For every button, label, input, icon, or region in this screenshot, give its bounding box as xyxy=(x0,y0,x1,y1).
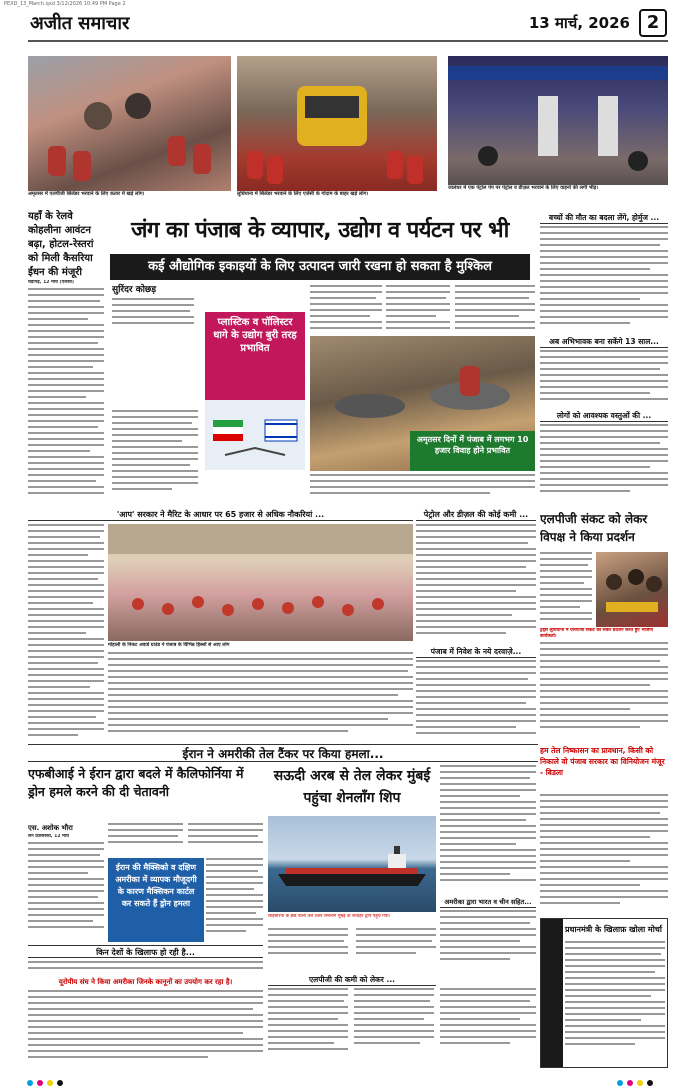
body-text-lines xyxy=(310,285,382,335)
aap-header: 'आप' सरकार ने मैरिट के आधार पर 65 हजार से अधिक नौकरियां ... xyxy=(28,508,413,521)
slug-line: PEXD_13_March.qxd 3/12/2026 10:49 PM Page 2 xyxy=(4,1,126,7)
body-text-lines xyxy=(440,910,536,970)
pm-banner-strip xyxy=(541,919,563,1067)
masthead-rule xyxy=(28,40,668,42)
saudi-headline: सऊदी अरब से तेल लेकर मुंबई पहुंचा शेनलाँग शिप xyxy=(273,768,431,806)
iran-israel-flags-icon xyxy=(205,400,305,470)
lpg-header: एलपीजी की कमी को लेकर ... xyxy=(268,974,436,986)
fbi-body-1 xyxy=(28,842,104,942)
fbi-body-2 xyxy=(108,823,263,855)
right-bottom-body xyxy=(540,794,668,914)
left-top-headline: यहाँ के रेलवे कोहलीना आवंटन बढ़ा, होटल-रेस्तरां को मिली कैसरिया ईंधन की मंजूरी xyxy=(28,211,94,278)
masthead-date: 13 मार्च, 2026 xyxy=(528,14,630,32)
body-text-lines xyxy=(28,961,263,975)
body-text-lines xyxy=(540,350,668,410)
fbi-box: ईरान की मैक्सिको व दक्षिण अमरीका में व्यापक मौजूदगी के कारण मैक्सिकन कार्टल कर सकते हैं ड्रोन हमला xyxy=(108,858,204,942)
pm-banner-title: प्रधानमंत्री के खिलाफ़ खोला मोर्चा xyxy=(565,925,662,934)
body-text-lines xyxy=(455,285,535,335)
iran-banner: ईरान ने अमरीकी तेल टैंकर पर किया हमला... xyxy=(28,744,538,762)
punjab-header: पंजाब में निवेश के नये दरवाज़े... xyxy=(416,645,536,658)
punjab-body xyxy=(416,660,536,742)
main-body-col-6 xyxy=(455,285,535,335)
america-header: अमरीका द्वारा भारत व चीन सहित... xyxy=(440,897,536,908)
main-body-col-5 xyxy=(386,285,450,335)
right-body-2 xyxy=(540,350,668,410)
main-body-col-3 xyxy=(310,285,382,335)
main-subheadline: कई औद्योगिक इकाइयों के लिए उत्पादन जारी रखना हो सकता है मुश्किल xyxy=(110,254,530,280)
body-text-lines xyxy=(565,941,665,1061)
aap-body-bottom xyxy=(108,652,413,742)
photo-ship xyxy=(268,816,436,912)
saudi-caption: लाइबेरिया के झंडे वाला तेल टैंकर शेनलाँग मुंबई के जवाहर द्वीप पहुंच गया। xyxy=(268,914,391,919)
main-byline: सुरिंदर कोछड़ xyxy=(112,285,157,295)
aap-body-left xyxy=(28,524,104,742)
rally-crowd-icon xyxy=(108,524,413,641)
body-text-lines xyxy=(268,928,436,972)
photo-amritsar-queue xyxy=(28,56,231,191)
main-headline: जंग का पंजाब के व्यापार, उद्योग व पर्यटन पर भी xyxy=(131,218,509,243)
body-text-lines xyxy=(440,765,536,895)
body-text-lines xyxy=(540,642,668,742)
right-body-5 xyxy=(540,642,668,742)
main-body-col-4 xyxy=(310,474,535,502)
oil-tanker-icon xyxy=(268,816,436,912)
right-header-2: अब अभिभावक बना सकेंगे 13 साल... xyxy=(540,336,668,348)
body-text-lines xyxy=(540,552,592,627)
petrol-header: पेट्रोल और डीज़ल की कोई कमी ... xyxy=(416,508,536,521)
body-text-lines xyxy=(268,988,536,1068)
graphic-flags xyxy=(205,400,305,470)
masthead-paper-name: अजीत समाचार xyxy=(30,13,130,34)
right-body-3 xyxy=(540,424,668,504)
kin-header: किन देशों के खिलाफ हो रही है... xyxy=(28,945,263,958)
photo-jalandhar-petrol-pump xyxy=(448,56,668,185)
fbi-byline: एस. अशोक भौरा xyxy=(28,824,73,832)
color-registration-icon xyxy=(0,1078,687,1089)
kin-highlight: यूरोपीय संघ ने किया अमरीका जिनके कानूनों का उपयोग कर रहा है। xyxy=(58,978,233,986)
left-top-dateline: चंडीगढ़, 12 मार्च (एजेंसी) xyxy=(28,280,74,285)
cylinder-queue-icon xyxy=(28,56,231,191)
body-text-lines xyxy=(28,990,263,1068)
body-text-lines xyxy=(310,474,535,502)
fbi-dateline: सैन फ्रांसिस्को, 12 मार्च xyxy=(28,834,69,839)
right-body-1 xyxy=(540,226,668,334)
photo-protest xyxy=(596,552,668,627)
photo-overlay-text: अमृतसर दिनों में पंजाब में लगभग 10 हजार विवाह होने प्रभावित xyxy=(410,431,535,471)
registration-mark xyxy=(0,1078,687,1089)
caption-aap-rally: मोहाली के निकट अवार्ड ग्राउंड ने पंजाब के विभिन्न हिस्सों से आए लोग xyxy=(108,643,230,648)
caption-amritsar: अमृतसर में एलपीजी सिलेंडर भरवाने के लिए कतार में खड़े लोग। xyxy=(28,191,145,197)
pm-banner xyxy=(540,918,668,1068)
body-text-lines xyxy=(386,285,450,335)
right-header-1: बच्चों की मौत का बदला लेंगे, होर्मुज ... xyxy=(540,212,668,224)
photo-aap-rally xyxy=(108,524,413,641)
body-text-lines xyxy=(540,424,668,504)
right-body-4 xyxy=(540,552,592,627)
body-text-lines xyxy=(416,660,536,742)
petrol-body xyxy=(416,524,536,644)
america-body xyxy=(440,910,536,970)
photo-ludhiana-cylinders xyxy=(237,56,437,191)
page-number: 2 xyxy=(639,9,667,37)
body-text-lines xyxy=(28,524,104,742)
body-text-lines xyxy=(416,524,536,644)
lpg-body xyxy=(268,988,536,1068)
right-header-3: लोगों को आवश्यक वस्तुओं की ... xyxy=(540,410,668,422)
caption-ludhiana: लुधियाना में सिलेंडर भरवाने के लिए एजेंसी के गोदाम के बाहर खड़े लोग। xyxy=(237,191,369,197)
graphic-box-plastic xyxy=(205,312,305,400)
protest-crowd-icon xyxy=(596,552,668,627)
body-text-lines xyxy=(112,410,198,500)
body-text-lines xyxy=(540,226,668,334)
fbi-body-3 xyxy=(206,858,263,942)
body-text-lines xyxy=(28,288,104,502)
body-text-lines xyxy=(108,823,263,855)
left-top-body xyxy=(28,288,104,502)
right-headline-4: एलपीजी संकट को लेकर विपक्ष ने किया प्रदर्शन xyxy=(540,512,648,544)
photo-cooking-wedding xyxy=(310,336,535,471)
saudi-body xyxy=(268,928,436,972)
auto-rickshaw-icon xyxy=(237,56,437,191)
right-bottom-headline: हम तेल निष्कासन का प्रावधान, किसी को निकाले वो पंजाब सरकार का विनियोजन मंजूर - बिडला xyxy=(540,746,665,777)
body-text-lines xyxy=(540,794,668,914)
kin-body-1 xyxy=(28,961,263,975)
mid-right-body xyxy=(440,765,536,895)
caption-jalandhar: जालंधर में एक पेट्रोल पंप पर पेट्रोल व डीज़ल भरवाने के लिए वाहनों की लगी भीड़। xyxy=(448,185,599,191)
petrol-pump-icon xyxy=(448,56,668,185)
caption-protest: ट्रेड्स लुधियाना में एलपीजी संकट को लेकर प्रदर्शन करते हुए भाजपा कार्यकर्ता। xyxy=(540,628,653,639)
fbi-headline: एफबीआई ने ईरान द्वारा बदले में कैलिफोर्निया में ड्रोन हमले करने की दी चेतावनी xyxy=(28,766,244,799)
kin-body-2 xyxy=(28,990,263,1068)
body-text-lines xyxy=(206,858,263,942)
main-body-col-2 xyxy=(112,410,198,500)
body-text-lines xyxy=(28,842,104,942)
graphic-text: प्लास्टिक व पॉलिस्टर धागे के उद्योग बुरी तरह प्रभावित xyxy=(213,317,297,354)
body-text-lines xyxy=(108,652,413,742)
